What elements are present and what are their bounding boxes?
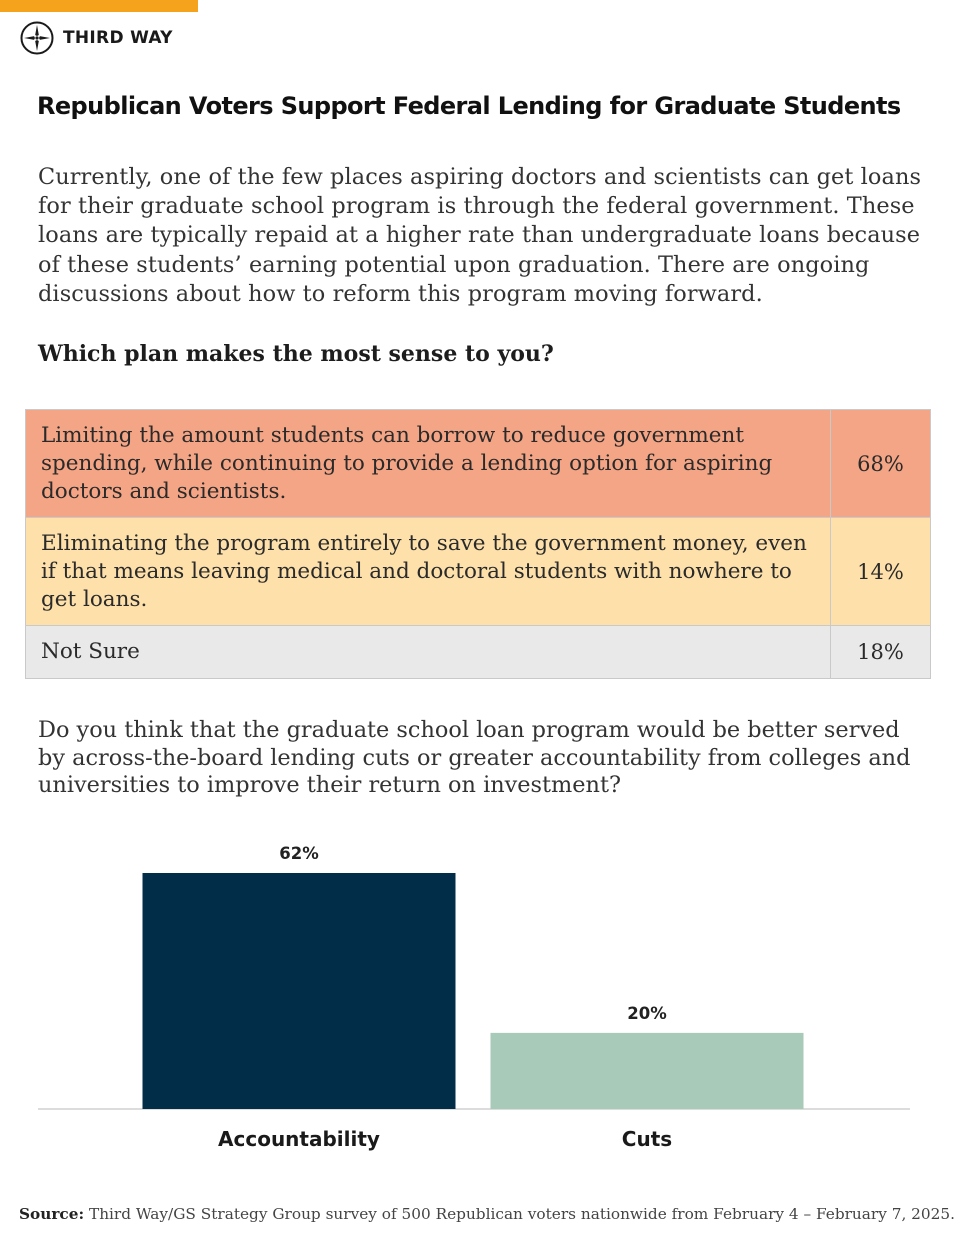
survey-question-1: Which plan makes the most sense to you? xyxy=(38,341,554,367)
option-text: Eliminating the program entirely to save the government money, even if that means leaving medical and doctoral students with nowhere to get loans. xyxy=(26,518,831,625)
compass-star-icon xyxy=(20,21,54,55)
option-text: Limiting the amount students can borrow to reduce government spending, while continuing to provide a lending option for aspiring doctors and scientists. xyxy=(26,410,831,517)
bar-value-label: 20% xyxy=(627,1003,667,1023)
brand-name: THIRD WAY xyxy=(63,28,173,48)
option-percent: 68% xyxy=(857,451,904,476)
category-label: Cuts xyxy=(621,1127,673,1151)
page-title: Republican Voters Support Federal Lending for Graduate Students xyxy=(37,92,901,120)
bar-chart-svg xyxy=(0,830,960,1160)
table-row xyxy=(26,518,930,626)
survey-results-table xyxy=(25,409,931,679)
source-note xyxy=(19,1205,955,1223)
table-row xyxy=(26,410,930,518)
bar-cuts xyxy=(491,1033,804,1109)
bar-value-label: 62% xyxy=(279,844,319,863)
survey-question-2: Do you think that the graduate school loan program would be better served by across-the-board lending cuts or greater accountability from colleges and universities to improve their return on investment? xyxy=(38,717,911,798)
option-percent: 14% xyxy=(857,559,904,584)
option-percent: 18% xyxy=(857,640,904,664)
option-text: Not Sure xyxy=(26,626,831,678)
source-label: Source: xyxy=(19,1205,85,1223)
category-label: Accountability xyxy=(218,1127,380,1151)
bar-accountability xyxy=(143,873,456,1109)
table-row xyxy=(26,626,930,678)
top-accent-bar xyxy=(0,0,198,12)
bar-chart xyxy=(0,830,960,1160)
intro-paragraph: Currently, one of the few places aspiring doctors and scientists can get loans for their graduate school program is through the federal government. These loans are typically repaid at a higher rate than undergraduate loans because of these students’ earning potential upon graduation. There are ongoing discussions about how to reform this program moving forward. xyxy=(38,164,922,307)
source-text: Third Way/GS Strategy Group survey of 500 Republican voters nationwide from February 4 – February 7, 2025. xyxy=(84,1205,955,1223)
brand-logo xyxy=(20,20,173,56)
